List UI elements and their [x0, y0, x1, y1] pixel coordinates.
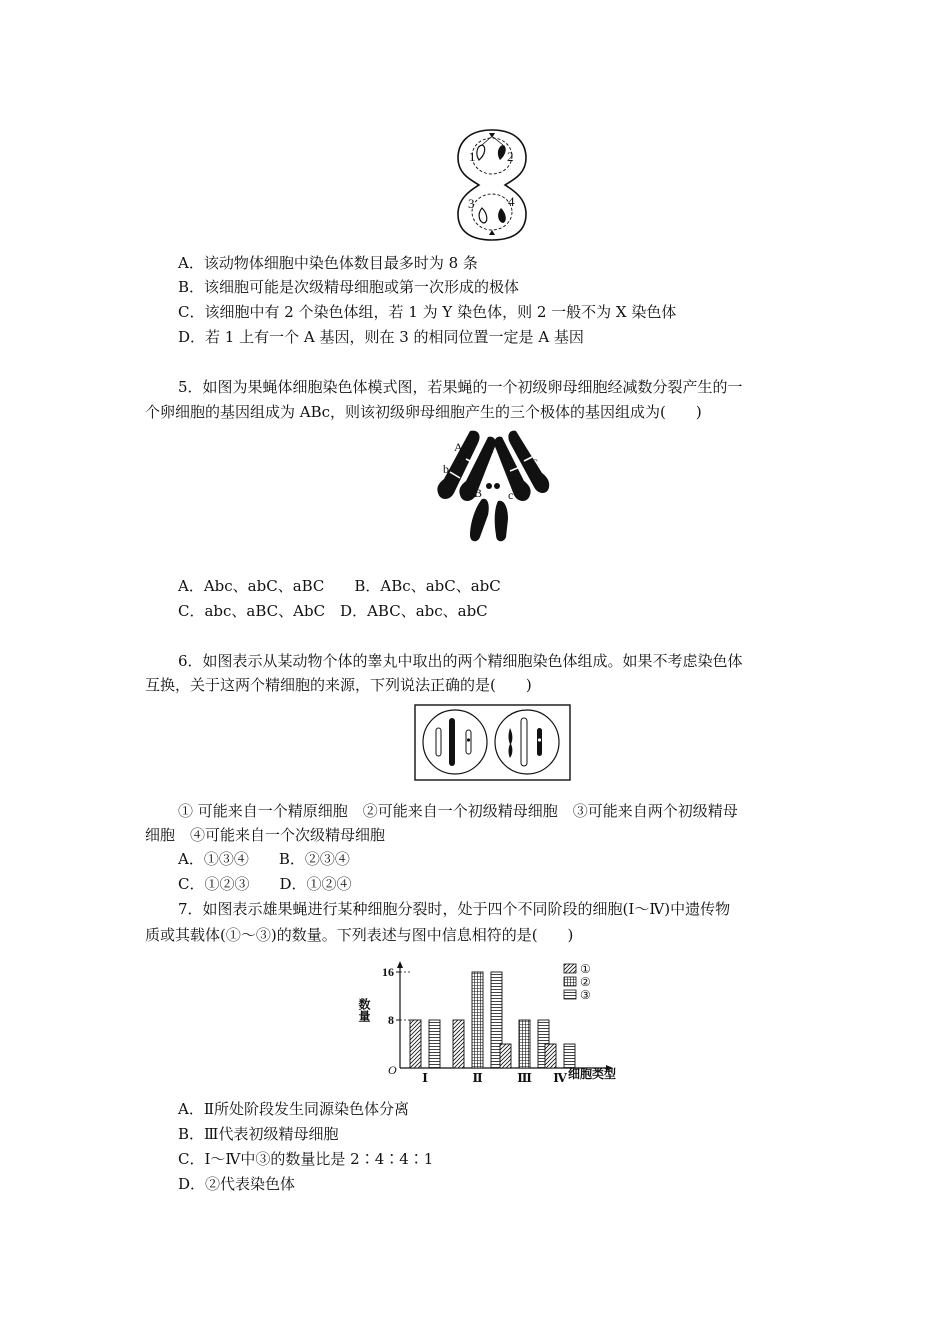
origin-label: O: [388, 1063, 397, 1077]
x-tick-label: Ⅲ: [517, 1071, 532, 1085]
legend-swatch: [564, 990, 576, 999]
centrosome-bottom: [489, 230, 495, 235]
dot-chromosome-1: [486, 483, 492, 489]
q4-option-c: C．该细胞中有 2 个染色体组，若 1 为 Y 染色体，则 2 一般不为 X 染色体: [178, 303, 677, 321]
legend-label: ③: [580, 988, 591, 1002]
chromosome-1: [477, 145, 485, 160]
q5-stem-line2: 个卵细胞的基因组成为 ABc，则该初级卵母细胞产生的三个极体的基因组成为( ): [145, 403, 702, 421]
q6-statements-line2: 细胞 ④可能来自一个次级精母细胞: [145, 826, 386, 844]
chromosome-2: [498, 145, 506, 160]
bar-1-series-3: [429, 1020, 440, 1068]
q4-cell-figure: [455, 128, 530, 243]
legend-swatch: [564, 964, 576, 973]
q6-stem-line1: 6．如图表示从某动物个体的睾丸中取出的两个精细胞染色体组成。如果不考虑染色体: [178, 652, 743, 670]
gene-B: B: [474, 486, 483, 500]
bar-3-series-1: [500, 1044, 511, 1068]
bar-4-series-3: [564, 1044, 575, 1068]
chromosome-bottom-left: [470, 499, 489, 542]
y-axis-arrow: [397, 961, 403, 968]
q6-sperm-cells-figure: [414, 704, 571, 781]
label-4: 4: [508, 194, 515, 209]
x-tick-label: Ⅰ: [422, 1071, 428, 1085]
gene-a: a: [488, 442, 494, 456]
legend-label: ②: [580, 975, 591, 989]
chart-bars: [410, 972, 575, 1068]
centrosome-top: [489, 133, 495, 138]
q4-option-a: A．该动物体细胞中染色体数目最多时为 8 条: [178, 254, 478, 272]
q7-option-a: A．Ⅱ所处阶段发生同源染色体分离: [178, 1100, 410, 1118]
q7-option-c: C．Ⅰ～Ⅳ中③的数量比是 2∶4∶4∶1: [178, 1150, 434, 1168]
q5-options-row1: A．Abc、abC、aBC B．ABc、abC、abC: [178, 577, 501, 595]
spindle-bottom: [472, 194, 512, 230]
bar-2-series-2: [472, 972, 483, 1068]
cell-membrane: [458, 130, 526, 240]
chromosome-3: [479, 208, 487, 223]
bar-3-series-2: [519, 1020, 530, 1068]
x-tick-label: Ⅳ: [553, 1071, 567, 1085]
q7-bar-chart: [357, 958, 630, 1088]
q6-statements-line1: ① 可能来自一个精原细胞 ②可能来自一个初级精母细胞 ③可能来自两个初级精母: [178, 802, 738, 820]
y-tick-label: 16: [382, 965, 394, 979]
label-3: 3: [468, 196, 475, 211]
q4-option-b: B．该细胞可能是次级精母细胞或第一次形成的极体: [178, 278, 520, 296]
chart-legend: [564, 962, 591, 1002]
q6-options-row2: C．①②③ D．①②④: [178, 875, 352, 893]
dot-chromosome-2: [494, 483, 500, 489]
q4-option-d: D．若 1 上有一个 A 基因，则在 3 的相同位置一定是 A 基因: [178, 328, 584, 346]
q5-options-row2: C．abc、aBC、AbC D．ABC、abc、abC: [178, 602, 488, 620]
bar-2-series-1: [453, 1020, 464, 1068]
gene-b: b: [443, 462, 449, 476]
y-tick-label: 8: [388, 1013, 394, 1027]
q7-option-d: D．②代表染色体: [178, 1175, 296, 1193]
legend-label: ①: [580, 962, 591, 976]
q5-fly-chromosome-figure: [430, 425, 555, 547]
q6-options-row1: A．①③④ B．②③④: [178, 850, 350, 868]
q5-stem-line1: 5．如图为果蝇体细胞染色体模式图，若果蝇的一个初级卵母细胞经减数分裂产生的一: [178, 378, 743, 396]
chromosome-4: [498, 208, 506, 223]
gene-A: A: [454, 440, 463, 454]
bar-1-series-1: [410, 1020, 421, 1068]
label-2: 2: [507, 149, 514, 164]
legend-swatch: [564, 977, 576, 986]
x-axis-label: 细胞类型: [568, 1067, 617, 1081]
gene-c: c: [508, 488, 514, 502]
q6-stem-line2: 互换，关于这两个精细胞的来源，下列说法正确的是( ): [145, 676, 532, 694]
label-1: 1: [469, 149, 476, 164]
y-axis-label: 数量: [357, 998, 371, 1022]
bar-4-series-1: [545, 1044, 556, 1068]
q7-stem-line2: 质或其载体(①～③)的数量。下列表述与图中信息相符的是( ): [145, 926, 574, 944]
x-tick-label: Ⅱ: [472, 1071, 483, 1085]
spindle-top: [472, 138, 512, 174]
q7-option-b: B．Ⅲ代表初级精母细胞: [178, 1125, 339, 1143]
chromosome-bottom-right: [495, 501, 508, 542]
gene-C: C: [530, 456, 539, 470]
q7-stem-line1: 7．如图表示雄果蝇进行某种细胞分裂时，处于四个不同阶段的细胞(Ⅰ～Ⅳ)中遗传物: [178, 900, 731, 918]
